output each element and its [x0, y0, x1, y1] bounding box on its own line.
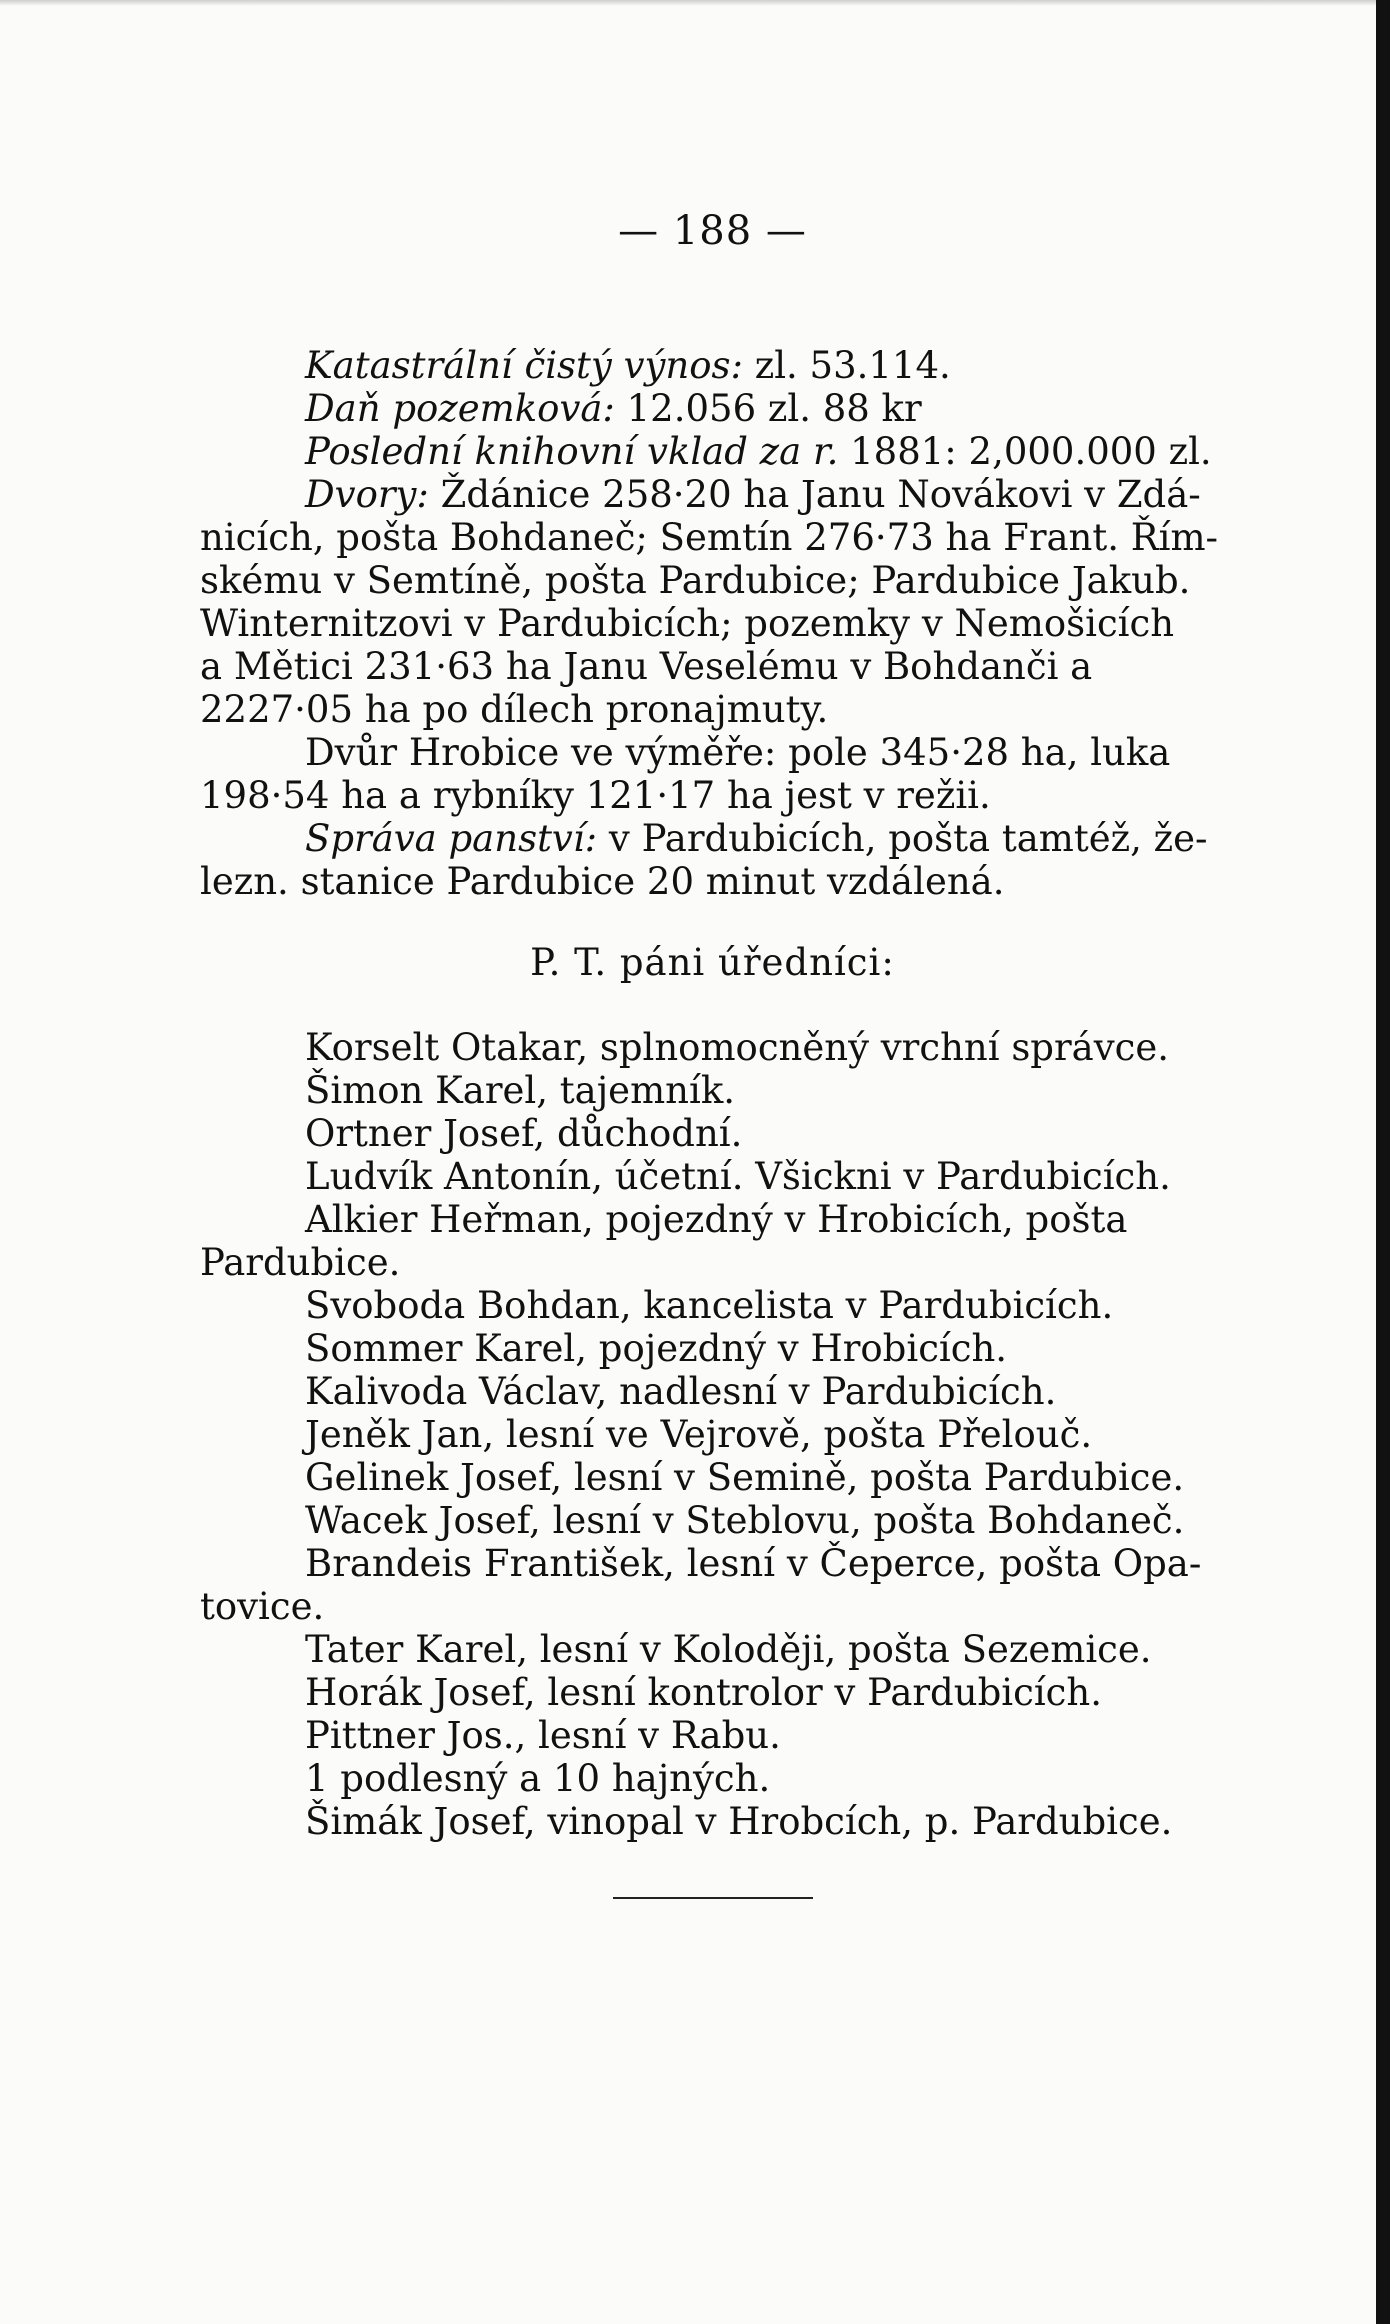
- official-3: Ortner Josef, důchodní.: [305, 1112, 743, 1155]
- official-13: Tater Karel, lesní v Koloději, pošta Sezemice.: [305, 1628, 1152, 1671]
- registry-entry-line: [200, 430, 1225, 473]
- cadastral-yield-line: [200, 344, 1225, 387]
- sprava-line-2: lezn. stanice Pardubice 20 minut vzdálená.: [200, 860, 1005, 903]
- official-5: Alkier Heřman, pojezdný v Hrobicích, pošta: [305, 1198, 1128, 1241]
- official-6: Svoboda Bohdan, kancelista v Pardubicích.: [305, 1284, 1114, 1327]
- dvory-line-2: nicích, pošta Bohdaneč; Semtín 276·73 ha Frant. Řím-: [200, 516, 1219, 559]
- official-17: Šimák Josef, vinopal v Hrobcích, p. Pardubice.: [305, 1800, 1173, 1843]
- dvur-line-2: 198·54 ha a rybníky 121·17 ha jest v režii.: [200, 774, 991, 817]
- official-12-cont: tovice.: [200, 1585, 325, 1628]
- officials-list: [200, 1026, 1225, 1843]
- cadastral-yield-label: Katastrální čistý výnos:: [305, 344, 743, 387]
- official-2: Šimon Karel, tajemník.: [305, 1069, 735, 1112]
- dvory-line-1: [200, 473, 1225, 516]
- dvory-line-6: 2227·05 ha po dílech pronajmuty.: [200, 688, 829, 731]
- registry-entry-value: 1881: 2,000.000 zl.: [850, 430, 1212, 473]
- land-tax-line: [200, 387, 1225, 430]
- cadastral-yield-value: zl. 53.114.: [754, 344, 951, 387]
- official-8: Kalivoda Václav, nadlesní v Pardubicích.: [305, 1370, 1057, 1413]
- land-tax-label: Daň pozemková:: [305, 387, 615, 430]
- page-number: — 188 —: [618, 208, 807, 254]
- official-11: Wacek Josef, lesní v Steblovu, pošta Bohdaneč.: [305, 1499, 1185, 1542]
- dvory-line-4: Winternitzovi v Pardubicích; pozemky v Nemošicích: [200, 602, 1175, 645]
- sprava-text-1: v Pardubicích, pošta tamtéž, že-: [608, 817, 1208, 860]
- sprava-line-1: [200, 817, 1225, 860]
- land-tax-value: 12.056 zl. 88 kr: [626, 387, 922, 430]
- official-4: Ludvík Antonín, účetní. Všickni v Pardubicích.: [305, 1155, 1171, 1198]
- dvory-label: Dvory:: [305, 473, 429, 516]
- dvory-line-5: a Mětici 231·63 ha Janu Veselému v Bohdanči a: [200, 645, 1093, 688]
- scan-right-edge: [1376, 0, 1390, 2324]
- official-5-cont: Pardubice.: [200, 1241, 401, 1284]
- official-1: Korselt Otakar, splnomocněný vrchní správce.: [305, 1026, 1170, 1069]
- official-14: Horák Josef, lesní kontrolor v Pardubicích.: [305, 1671, 1102, 1714]
- dvory-line-3: skému v Semtíně, pošta Pardubice; Pardubice Jakub.: [200, 559, 1191, 602]
- section-gap: [200, 903, 1225, 941]
- official-9: Jeněk Jan, lesní ve Vejrově, pošta Přelouč.: [305, 1413, 1093, 1456]
- official-16: 1 podlesný a 10 hajných.: [305, 1757, 771, 1800]
- registry-entry-label: Poslední knihovní vklad za r.: [305, 430, 839, 473]
- page-content: [200, 200, 1225, 1899]
- estate-section: [200, 344, 1225, 903]
- sprava-label: Správa panství:: [305, 817, 598, 860]
- official-12: Brandeis František, lesní v Čeperce, pošta Opa-: [305, 1542, 1202, 1585]
- officials-heading: P. T. páni úředníci:: [530, 941, 895, 984]
- dvory-text-1: Ždánice 258·20 ha Janu Novákovi v Zdá-: [440, 473, 1201, 516]
- official-10: Gelinek Josef, lesní v Semině, pošta Pardubice.: [305, 1456, 1185, 1499]
- official-7: Sommer Karel, pojezdný v Hrobicích.: [305, 1327, 1008, 1370]
- scan-top-edge: [0, 0, 1390, 6]
- dvur-line-1: Dvůr Hrobice ve výměře: pole 345·28 ha, luka: [305, 731, 1171, 774]
- closing-rule: [613, 1897, 813, 1899]
- official-15: Pittner Jos., lesní v Rabu.: [305, 1714, 781, 1757]
